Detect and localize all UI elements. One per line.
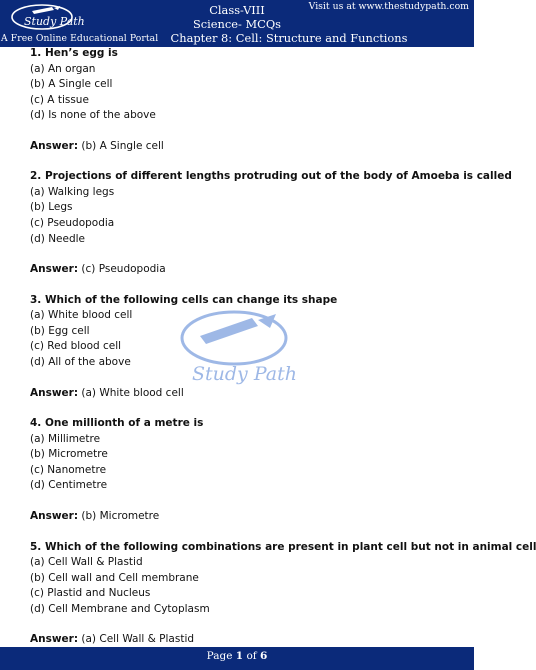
- answer-label: Answer:: [30, 139, 79, 152]
- answer-option: (a) White blood cell: [30, 309, 133, 322]
- answer-line: [30, 139, 460, 155]
- answer-option: (a) Cell Wall & Plastid: [30, 556, 143, 568]
- answer-option: (d) Needle: [30, 232, 86, 245]
- page-word: Page: [206, 650, 233, 662]
- answer-value: (a) White blood cell: [81, 386, 184, 399]
- answer-value: (b) Micrometre: [81, 510, 160, 522]
- answer-label: Answer:: [30, 510, 79, 522]
- answer-option: (b) Egg cell: [30, 324, 90, 337]
- answer-option: (a) Walking legs: [30, 185, 115, 198]
- answer-option: (a) Millimetre: [30, 432, 101, 445]
- answer-value: (b) A Single cell: [81, 139, 164, 152]
- question-block: [30, 169, 512, 277]
- answer-option: (c) Nanometre: [30, 463, 107, 476]
- answer-line: [30, 262, 460, 278]
- answer-option: (d) Centimetre: [30, 479, 108, 492]
- logo-tagline: A Free Online Educational Portal: [1, 33, 159, 44]
- answer-option: (b) Cell wall and Cell membrane: [30, 571, 199, 584]
- question-block: [30, 416, 460, 524]
- page-indicator: [0, 650, 474, 662]
- answer-option: (c) Plastid and Nucleus: [30, 587, 151, 600]
- answer-value: (c) Pseudopodia: [81, 263, 166, 276]
- question-title: 3. Which of the following cells can change its shape: [30, 293, 338, 306]
- answer-option: (d) Is none of the above: [30, 109, 156, 122]
- answer-option: (b) A Single cell: [30, 78, 113, 91]
- answer-line: [30, 386, 460, 402]
- answer-label: Answer:: [30, 386, 79, 399]
- chapter-title: Chapter 8: Cell: Structure and Functions: [170, 31, 408, 45]
- website-link[interactable]: Visit us at www.thestudypath.com: [308, 1, 469, 12]
- answer-option: (b) Micrometre: [30, 448, 108, 461]
- question-title: 1. Hen’s egg is: [30, 47, 118, 59]
- answer-label: Answer:: [30, 263, 79, 276]
- current-page: 1: [235, 650, 244, 662]
- answer-option: (b) Legs: [30, 201, 73, 214]
- class-title: Class-VIII: [209, 3, 265, 17]
- answer-option: (d) Cell Membrane and Cytoplasm: [30, 602, 210, 615]
- mcq-content: [30, 46, 536, 663]
- answer-label: Answer:: [30, 633, 79, 646]
- answer-option: (c) Red blood cell: [30, 340, 122, 353]
- total-pages: 6: [260, 650, 268, 662]
- question-block: [30, 46, 460, 154]
- question-block: [30, 540, 536, 648]
- subject-title: Science- MCQs: [192, 17, 282, 31]
- answer-option: (d) All of the above: [30, 356, 131, 369]
- answer-line: [30, 509, 460, 525]
- question-title: 4. One millionth of a metre is: [30, 417, 204, 430]
- answer-line: [30, 632, 460, 648]
- question-block: [30, 293, 460, 401]
- of-word: of: [246, 650, 257, 662]
- answer-value: (a) Cell Wall & Plastid: [81, 633, 195, 646]
- question-title: 5. Which of the following combinations are present in plant cell but not in animal cell: [30, 540, 536, 553]
- question-title: 2. Projections of different lengths protruding out of the body of Amoeba is called: [30, 170, 512, 183]
- answer-option: (a) An organ: [30, 62, 96, 75]
- answer-option: (c) Pseudopodia: [30, 217, 115, 230]
- watermark-text: Study Path: [192, 363, 297, 385]
- answer-option: (c) A tissue: [30, 93, 89, 106]
- svg-text:Study Path: Study Path: [24, 15, 85, 28]
